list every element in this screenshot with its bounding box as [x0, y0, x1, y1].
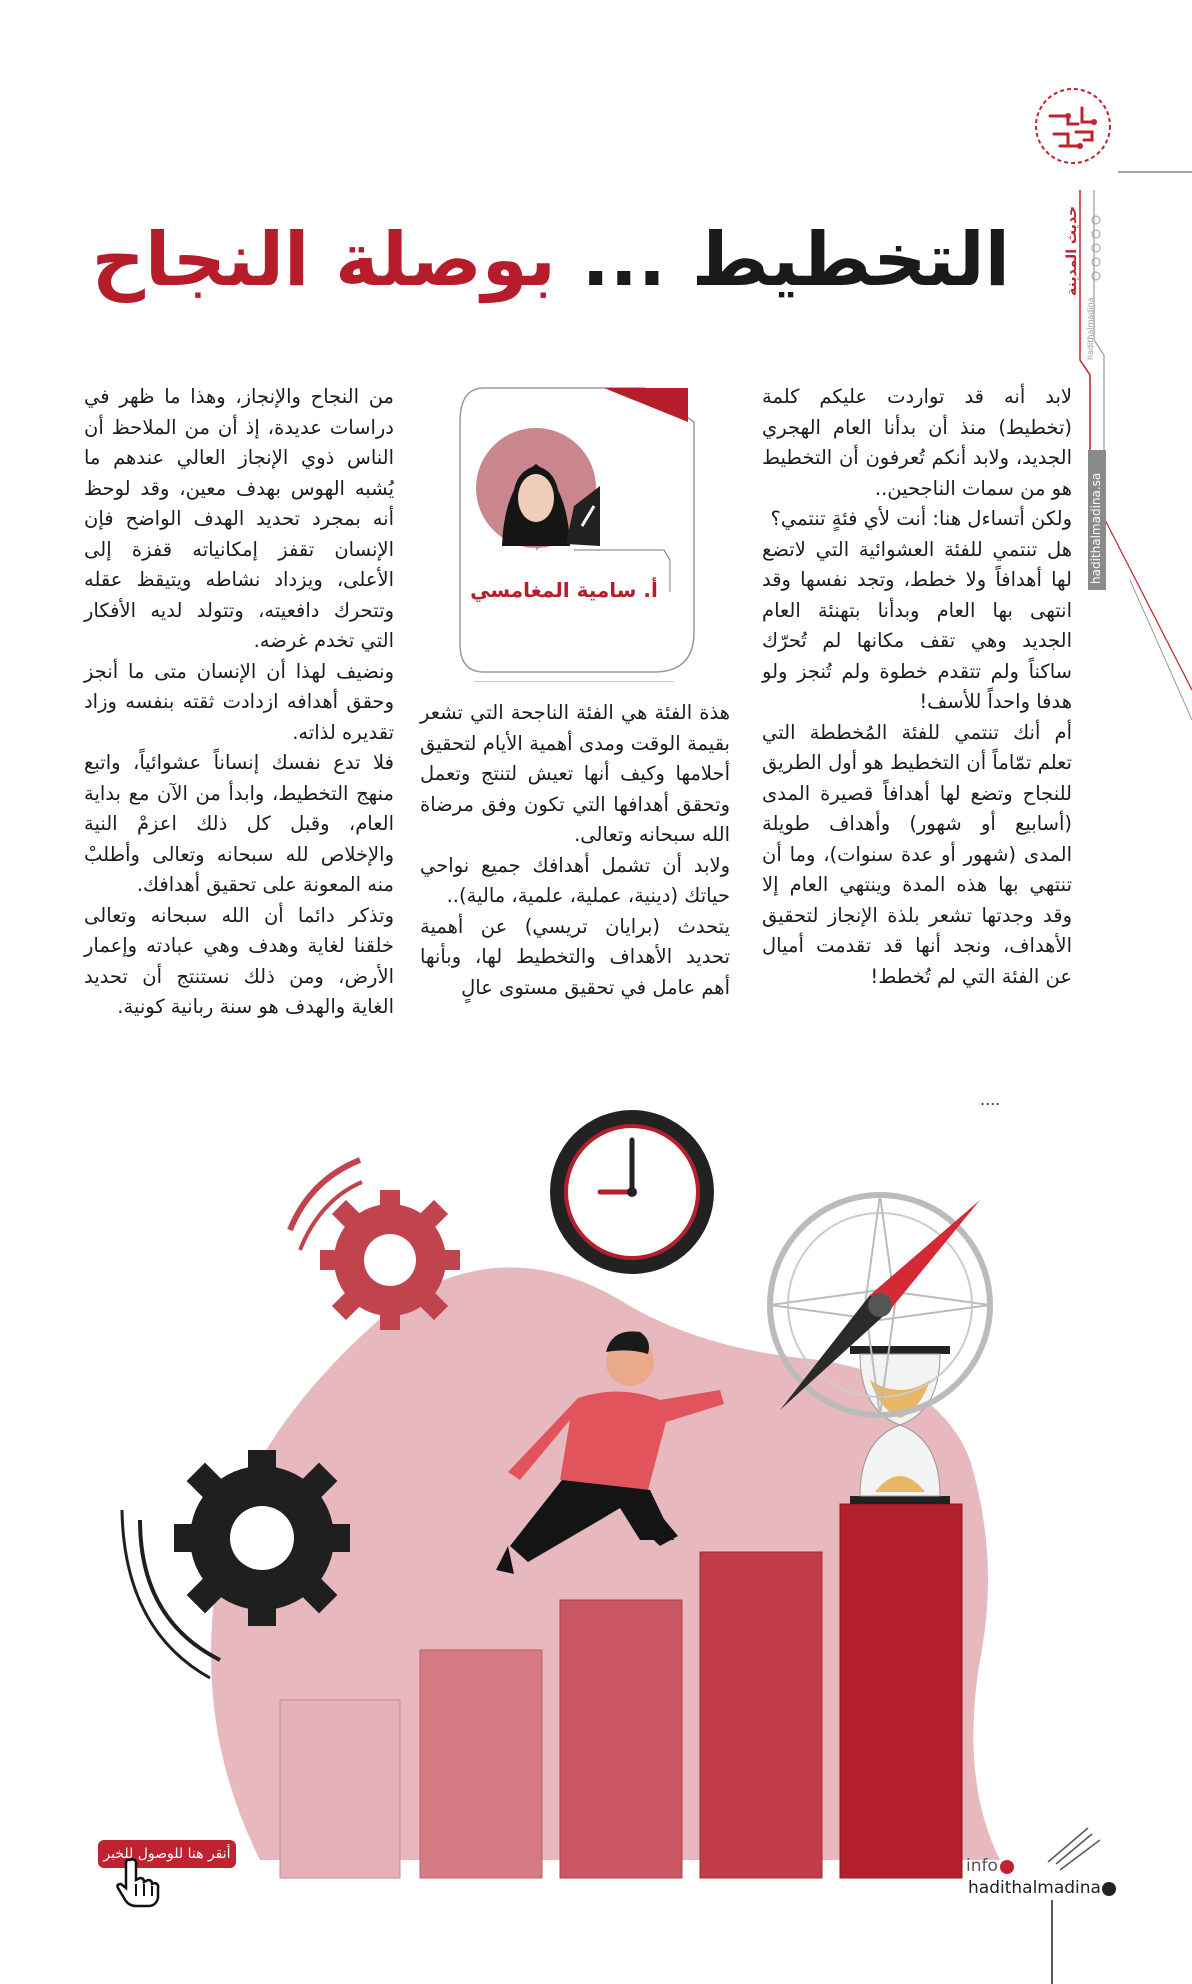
stair-step-1: [280, 1700, 400, 1878]
stair-step-2: [420, 1650, 542, 1878]
paragraph: هل تنتمي للفئة العشوائية التي لاتضع لها أهدافاً ولا خطط، وتجد نفسها وقد انتهى بها العام وبدأنا بتهنئة العام الجديد وهي تقف مكانها لم تُحرّك ساكناً ولم تتقدم خطوة ولم تُنجز ولو هدفا واحداً للأسف!: [762, 537, 1072, 713]
paragraph: من النجاح والإنجاز، وهذا ما ظهر في دراسات عديدة، إذ أن من الملاحظ أن الناس ذوي الإنجاز العالي عندهم ما يُشبه الهوس بهدف معين، وقد لوحظ أنه بمجرد تحديد الهدف الواضح فإن الإنسان تقفز إمكانياته قفزة إلى الأعلى، ويزداد نشاطه ويتيقظ عقله وتتحرك دافعيته، وتتولد لديه الأفكار التي تخدم غرضه.: [84, 385, 394, 652]
article-column-3: [84, 382, 394, 1023]
continuation-ellipsis: ....: [980, 1090, 1001, 1109]
info-text: info: [966, 1856, 998, 1876]
author-avatar: [474, 426, 604, 556]
title-part-red: بوصلة النجاح: [91, 217, 556, 303]
info-label[interactable]: [966, 1856, 998, 1876]
stair-step-4: [700, 1552, 822, 1878]
paragraph: ولابد أن تشمل أهدافك جميع نواحي حياتك (دينية، عملية، علمية، مالية)..: [420, 853, 730, 907]
paragraph: وتذكر دائما أن الله سبحانه وتعالى خلقنا لغاية وهدف وهي عبادته وإعمار الأرض، ومن ذلك نستنتج أن تحديد الغاية والهدف هو سنة ربانية كونية.: [84, 903, 394, 1018]
article-column-1: [762, 382, 1072, 992]
article-column-2: [420, 698, 730, 1003]
paragraph: فلا تدع نفسك إنساناً عشوائياً، واتبع منهج التخطيط، وابدأ من الآن مع بداية العام، وقبل كل ذلك اعزمْ النية والإخلاص لله سبحانه وتعالى وأطلبْ منه المعونة على تحقيق أهدافك.: [84, 751, 394, 896]
title-part-black: التخطيط ...: [581, 217, 1010, 303]
paragraph: يتحدث (برايان تريسي) عن أهمية تحديد الأهداف والتخطيط لها، وبأنها أهم عامل في تحقيق مستوى عالٍ: [420, 914, 730, 999]
magazine-logo: [1030, 86, 1116, 166]
planning-illustration: [100, 1100, 1100, 1880]
footer-handle[interactable]: [968, 1878, 1101, 1898]
author-name: أ. سامية المغامسي: [470, 578, 658, 602]
website-tab[interactable]: [1088, 450, 1106, 590]
handle-dot-icon: [1102, 1882, 1116, 1896]
info-dot-icon: [1000, 1860, 1014, 1874]
news-link-button[interactable]: أنقر هنا للوصول للخبر: [98, 1840, 236, 1868]
paragraph: لابد أنه قد تواردت عليكم كلمة (تخطيط) منذ أن بدأنا العام الهجري الجديد، ولابد أنكم تُعرفون أن التخطيط هو من سمات الناجحين..: [762, 385, 1072, 500]
magazine-name-vertical: حديث المدينة: [1064, 205, 1080, 296]
author-card: [444, 382, 704, 682]
paragraph: ونضيف لهذا أن الإنسان متى ما أنجز وحقق أهدافه ازدادت ثقته بنفسه وزاد تقديره لذاته.: [84, 659, 394, 744]
stair-step-3: [560, 1600, 682, 1878]
website-label: hadithalmadina.sa: [1089, 472, 1103, 584]
article-title: [91, 210, 1010, 310]
paragraph: هذة الفئة هي الفئة الناجحة التي تشعر بقيمة الوقت ومدى أهمية الأيام لتحقيق أحلامها وكيف أنها تعيش لتنتج وتعمل وتحقق أهدافها التي تكون وفق مرضاة الله سبحانه وتعالى.: [420, 701, 730, 846]
red-gear-icon: [290, 1160, 460, 1330]
hand-pointer-icon: [112, 1856, 162, 1908]
magazine-handle-vertical: hadithalmadina: [1086, 297, 1095, 360]
paragraph: أم أنك تنتمي للفئة المُخططة التي تعلم تمّاماً أن التخطيط هو أول الطريق للنجاح وتضع لها أهدافاً قصيرة المدى (أسابيع أو شهور) وأهداف طويلة المدى (شهور أو عدة سنوات)، وما أن تنتهي بها هذه المدة وينتهي العام إلا وقد وجدتها تشعر بلذة الإنجاز لتحقيق الأهداف، ونجد أنها قد تقدمت أميال عن الفئة التي لم تُخطط!: [762, 720, 1072, 988]
decorative-slashes: [1046, 1826, 1096, 1984]
paragraph: ولكن أتساءل هنا: أنت لأي فئةٍ تنتمي؟: [770, 507, 1072, 530]
clock-icon: [550, 1110, 714, 1274]
stair-step-5: [840, 1504, 962, 1878]
handle-text: hadithalmadina: [968, 1878, 1101, 1898]
